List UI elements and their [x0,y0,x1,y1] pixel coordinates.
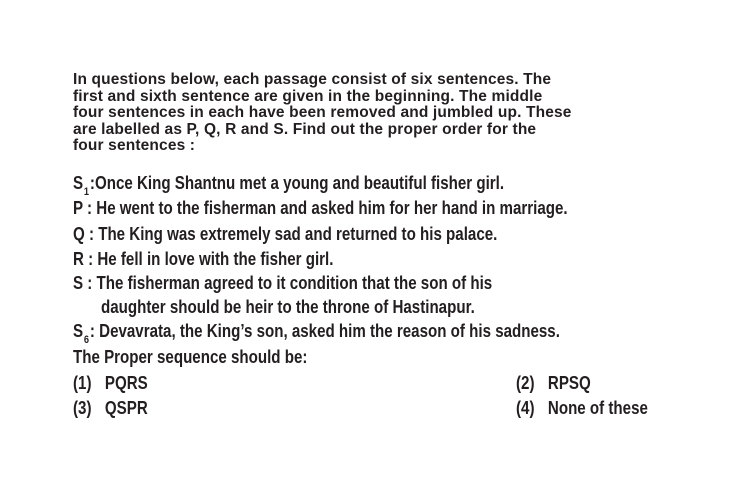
instructions-line: four sentences in each have been removed and jumbled up. These [73,104,572,122]
option-number: (1) [73,373,92,393]
sentence-label: R : [73,249,94,269]
sentence-label: S [73,173,84,193]
option-text: None of these [547,398,648,418]
sentence-subscript: 1 [83,186,90,198]
instructions-line: In questions below, each passage consist of six sentences. The [73,71,552,88]
option-number: (3) [73,398,92,418]
instructions-line: four sentences : [73,137,196,155]
sentence-label: S : [73,273,93,293]
option-text: RPSQ [547,373,591,393]
sentence-text: He fell in love with the fisher girl. [97,249,334,269]
sentence-p [73,197,568,219]
option-4[interactable] [516,397,648,419]
question-text: The Proper sequence should be: [73,347,308,367]
option-number: (4) [516,398,535,418]
sentence-s [73,272,492,294]
sentence-label: Q : [73,224,94,244]
instructions-paragraph [73,72,663,155]
sentence-label: P : [73,198,93,218]
instructions-line: first and sixth sentence are given in the beginning. The middle [73,87,543,105]
sentence-text: The fisherman agreed to it condition that the son of his [96,273,493,293]
sentence-label: S [73,321,84,341]
sentence-text: daughter should be heir to the throne of Hastinapur. [101,297,475,317]
option-3[interactable] [73,397,148,419]
sentence-text: : Devavrata, the King’s son, asked him the reason of his sadness. [89,321,560,341]
option-2[interactable] [516,372,591,394]
question-prompt [73,346,307,368]
option-number: (2) [516,373,535,393]
sentence-text: He went to the fisherman and asked him for her hand in marriage. [96,198,568,218]
option-text: QSPR [104,398,148,418]
option-text: PQRS [104,373,148,393]
instructions-line: are labelled as P, Q, R and S. Find out the proper order for the [73,120,537,138]
sentence-q [73,223,497,245]
sentence-r [73,248,333,270]
sentence-s-continuation [101,296,475,318]
option-1[interactable] [73,372,148,394]
sentence-subscript: 6 [83,334,90,346]
sentence-text: The King was extremely sad and returned to his palace. [98,224,498,244]
sentence-text: :Once King Shantnu met a young and beautiful fisher girl. [89,173,505,193]
